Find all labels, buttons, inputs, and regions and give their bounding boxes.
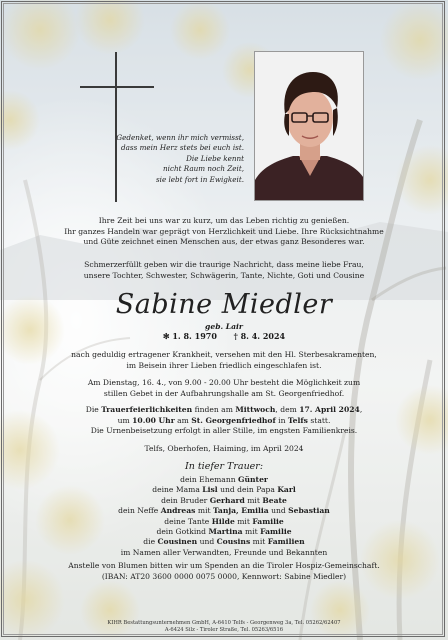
text-line: Ihre Zeit bei uns war zu kurz, um das Leben richtig zu genießen.: [98, 216, 350, 225]
text-line: stillen Gebet in der Aufbahrungshalle am St. Georgenfriedhof.: [103, 388, 345, 398]
mourning-title: In tiefer Trauer:: [184, 461, 264, 472]
text-line: Schmerzerfüllt geben wir die traurige Nachricht, dass meine liebe Frau,: [84, 260, 364, 269]
mourner-line: deine Mama Lisl und dein Papa Karl: [152, 485, 296, 495]
donation-text: [0, 561, 448, 582]
text-line: Am Dienstag, 16. 4., von 9.00 - 20.00 Uhr besteht die Möglichkeit zum: [87, 378, 361, 387]
ceremony-text: [0, 405, 448, 437]
passing-text: [0, 350, 448, 371]
mourner-line: im Namen aller Verwandten, Freunde und Bekannten: [120, 547, 328, 557]
text-line: Anstelle von Blumen bitten wir um Spenden an die Tiroler Hospiz-Gemeinschaft.: [68, 561, 380, 570]
funeral-home-footer: [0, 620, 448, 634]
mourner-line: dein Gotkind Martina mit Familie: [156, 527, 292, 537]
poem-line: Die Liebe kennt: [186, 153, 244, 163]
text-line: Die Urnenbeisetzung erfolgt in aller Stille, im engsten Familienkreis.: [90, 426, 358, 436]
text-line: im Beisein ihrer Lieben friedlich eingeschlafen ist.: [126, 360, 322, 370]
portrait-photo: [254, 51, 364, 201]
poem-line: sie lebt fort in Ewigkeit.: [155, 174, 244, 184]
text-line: nach geduldig ertragener Krankheit, versehen mit den Hl. Sterbesakramenten,: [71, 350, 377, 359]
viewing-text: [0, 378, 448, 399]
maiden-name: geb. Lair: [205, 322, 243, 331]
text-line: und Güte zeichnet einen Menschen aus, der etwas ganz Besonderes war.: [83, 237, 365, 247]
mourner-line: dein Ehemann Günter: [180, 475, 268, 484]
poem-line: Gedenket, wenn ihr mich vermisst,: [116, 133, 244, 142]
announcement-text: [0, 260, 448, 281]
place-date: Telfs, Oberhofen, Haiming, im April 2024: [144, 444, 304, 453]
poem-line: nicht Raum noch Zeit,: [163, 164, 244, 174]
mourner-line: die Cousinen und Cousins mit Familien: [143, 537, 305, 547]
footer-line: KIHR Bestattungsunternehmen GmbH, A-6410 Telfs - Georgenweg 3a, Tel. 05262/62407: [107, 620, 341, 626]
mourner-line: deine Tante Hilde mit Familie: [164, 516, 284, 526]
poem-line: dass mein Herz stets bei euch ist.: [121, 143, 244, 153]
text-line: (IBAN: AT20 3600 0000 0075 0000, Kennwort: Sabine Miedler): [101, 571, 347, 581]
memorial-poem: [100, 133, 244, 185]
footer-line: A-6424 Silz - Tiroler Straße, Tel. 05263/6516: [164, 627, 284, 633]
intro-text: [0, 216, 448, 248]
birth-date: ✻ 1. 8. 1970: [162, 331, 217, 341]
mourners-list: [0, 475, 448, 558]
text-line: unsere Tochter, Schwester, Schwägerin, Tante, Nichte, Goti und Cousine: [83, 270, 365, 280]
text-line: Die Trauerfeierlichkeiten finden am Mittwoch, dem 17. April 2024,: [85, 405, 363, 414]
mourner-line: dein Bruder Gerhard mit Beate: [161, 495, 287, 505]
mourner-line: dein Neffe Andreas mit Tanja, Emilia und Sebastian: [118, 506, 330, 516]
deceased-name: Sabine Miedler: [115, 289, 333, 320]
text-line: Ihr ganzes Handeln war geprägt von Herzlichkeit und Liebe. Ihre Rücksichtnahme: [64, 226, 384, 236]
death-date: † 8. 4. 2024: [233, 331, 286, 341]
text-line: um 10.00 Uhr am St. Georgenfriedhof in Telfs statt.: [117, 415, 331, 425]
life-dates: [0, 331, 448, 342]
